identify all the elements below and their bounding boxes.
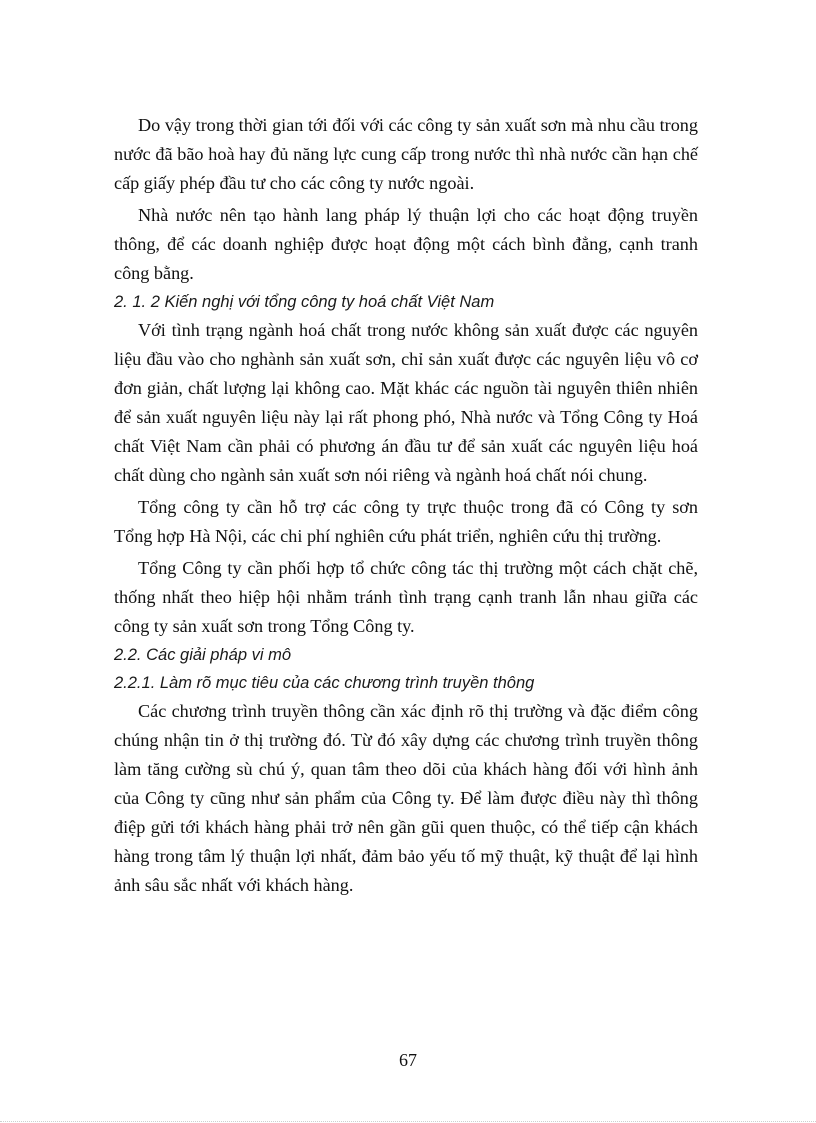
heading-section-2-1-2: 2. 1. 2 Kiến nghị với tổng công ty hoá chất Việt Nam [114,293,495,311]
page-number: 67 [399,1050,417,1070]
page-body [114,111,698,900]
paragraph-chemical-industry: Với tình trạng ngành hoá chất trong nước không sản xuất được các nguyên liệu đầu vào cho nghành sản xuất sơn, chỉ sản xuất được các nguyên liệu vô cơ đơn giản, chất lượng lại không cao. Mặt khác các nguồn tài nguyên thiên nhiên để sản xuất nguyên liệu này lại rất phong phó, Nhà nước và Tổng Công ty Hoá chất Việt Nam cần phải có phương án đầu tư để sản xuất các nguyên liệu hoá chất dùng cho ngành sản xuất sơn nói riêng và ngành hoá chất nói chung. [114,320,698,485]
heading-section-2-2-1: 2.2.1. Làm rõ mục tiêu của các chương trình truyền thông [114,674,535,692]
paragraph-corporation-support: Tổng công ty cần hỗ trợ các công ty trực thuộc trong đã có Công ty sơn Tổng hợp Hà Nội, các chi phí nghiên cứu phát triển, nghiên cứu thị trường. [114,497,698,546]
paragraph-legal-framework: Nhà nước nên tạo hành lang pháp lý thuận lợi cho các hoạt động truyền thông, để các doanh nghiệp được hoạt động một cách bình đẳng, cạnh tranh công bằng. [114,205,698,283]
paragraph-market-coordination: Tổng Công ty cần phối hợp tổ chức công tác thị trường một cách chặt chẽ, thống nhất theo hiệp hội nhằm tránh tình trạng cạnh tranh lẫn nhau giữa các công ty sản xuất sơn trong Tổng Công ty. [114,558,698,636]
page-bottom-divider [0,1121,816,1122]
paragraph-communication-programs: Các chương trình truyền thông cần xác định rõ thị trường và đặc điểm công chúng nhận tin ở thị trường đó. Từ đó xây dựng các chương trình truyền thông làm tăng cường sù chú ý, quan tâm theo dõi của khách hàng đối với hình ảnh của Công ty cũng như sản phẩm của Công ty. Để làm được điều này thì thông điệp gửi tới khách hàng phải trở nên gần gũi quen thuộc, có thể tiếp cận khách hàng trong tâm lý thuận lợi nhất, đảm bảo yếu tố mỹ thuật, kỹ thuật để lại hình ảnh sâu sắc nhất với khách hàng. [114,701,698,895]
paragraph-domestic-paint-investment: Do vậy trong thời gian tới đối với các công ty sản xuất sơn mà nhu cầu trong nước đã bão hoà hay đủ năng lực cung cấp trong nước thì nhà nước cần hạn chế cấp giấy phép đầu tư cho các công ty nước ngoài. [114,115,698,193]
heading-section-2-2: 2.2. Các giải pháp vi mô [114,646,292,664]
